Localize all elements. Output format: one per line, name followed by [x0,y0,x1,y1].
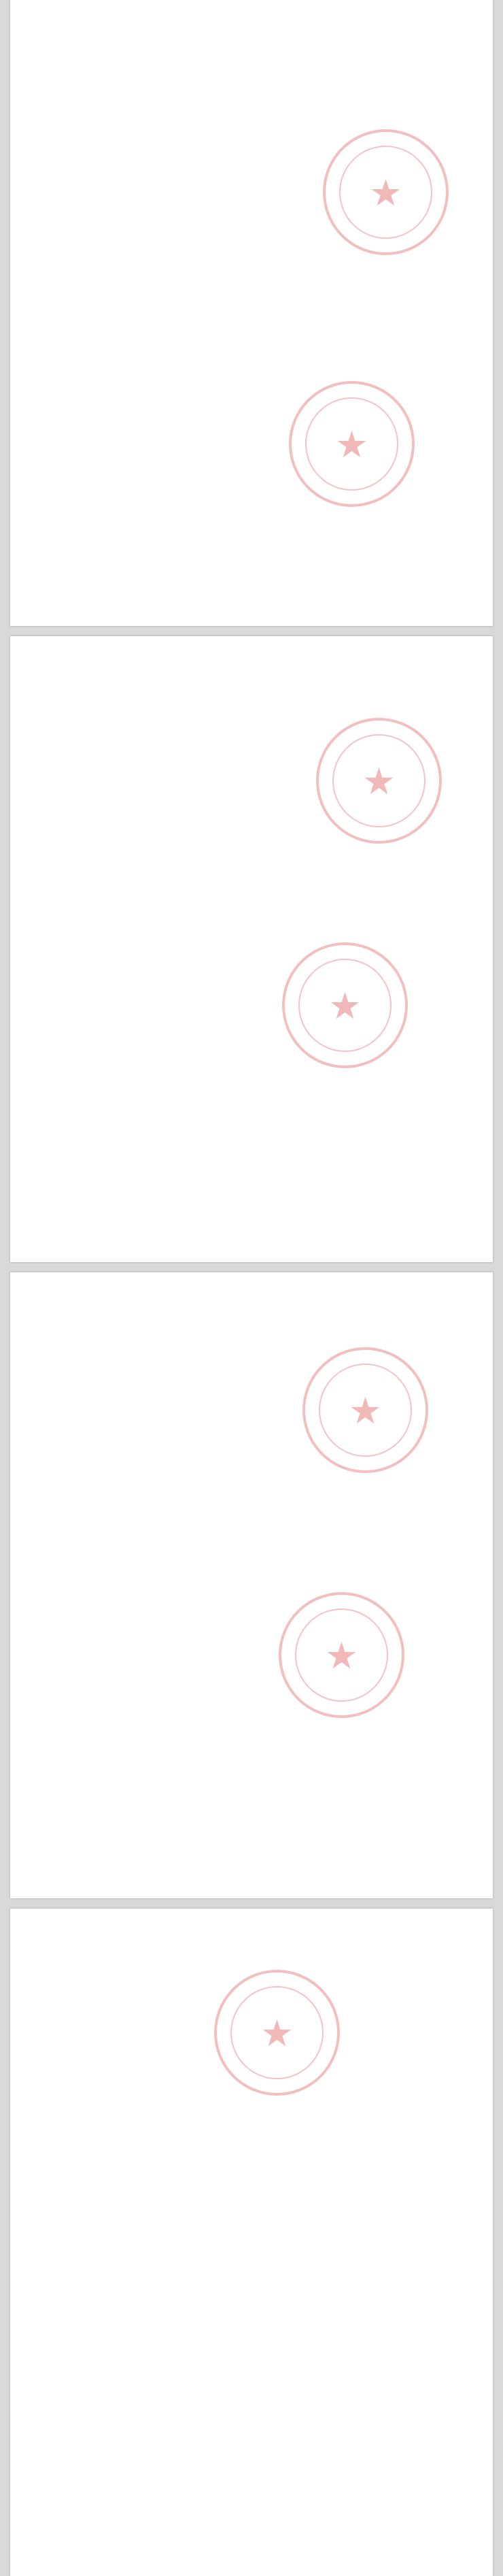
document-page-4 [10,1909,493,2576]
official-seal-icon [282,942,408,1068]
document-page-1 [10,0,493,626]
official-seal-icon [279,1592,404,1718]
total-row [41,2106,464,2115]
official-seal-icon [316,718,442,844]
official-seal-icon [214,1970,340,2096]
document-page-2 [10,636,493,1262]
official-seal-icon [289,381,415,507]
official-seal-icon [323,129,449,255]
document-page-3 [10,1272,493,1898]
official-seal-icon [302,1347,428,1473]
